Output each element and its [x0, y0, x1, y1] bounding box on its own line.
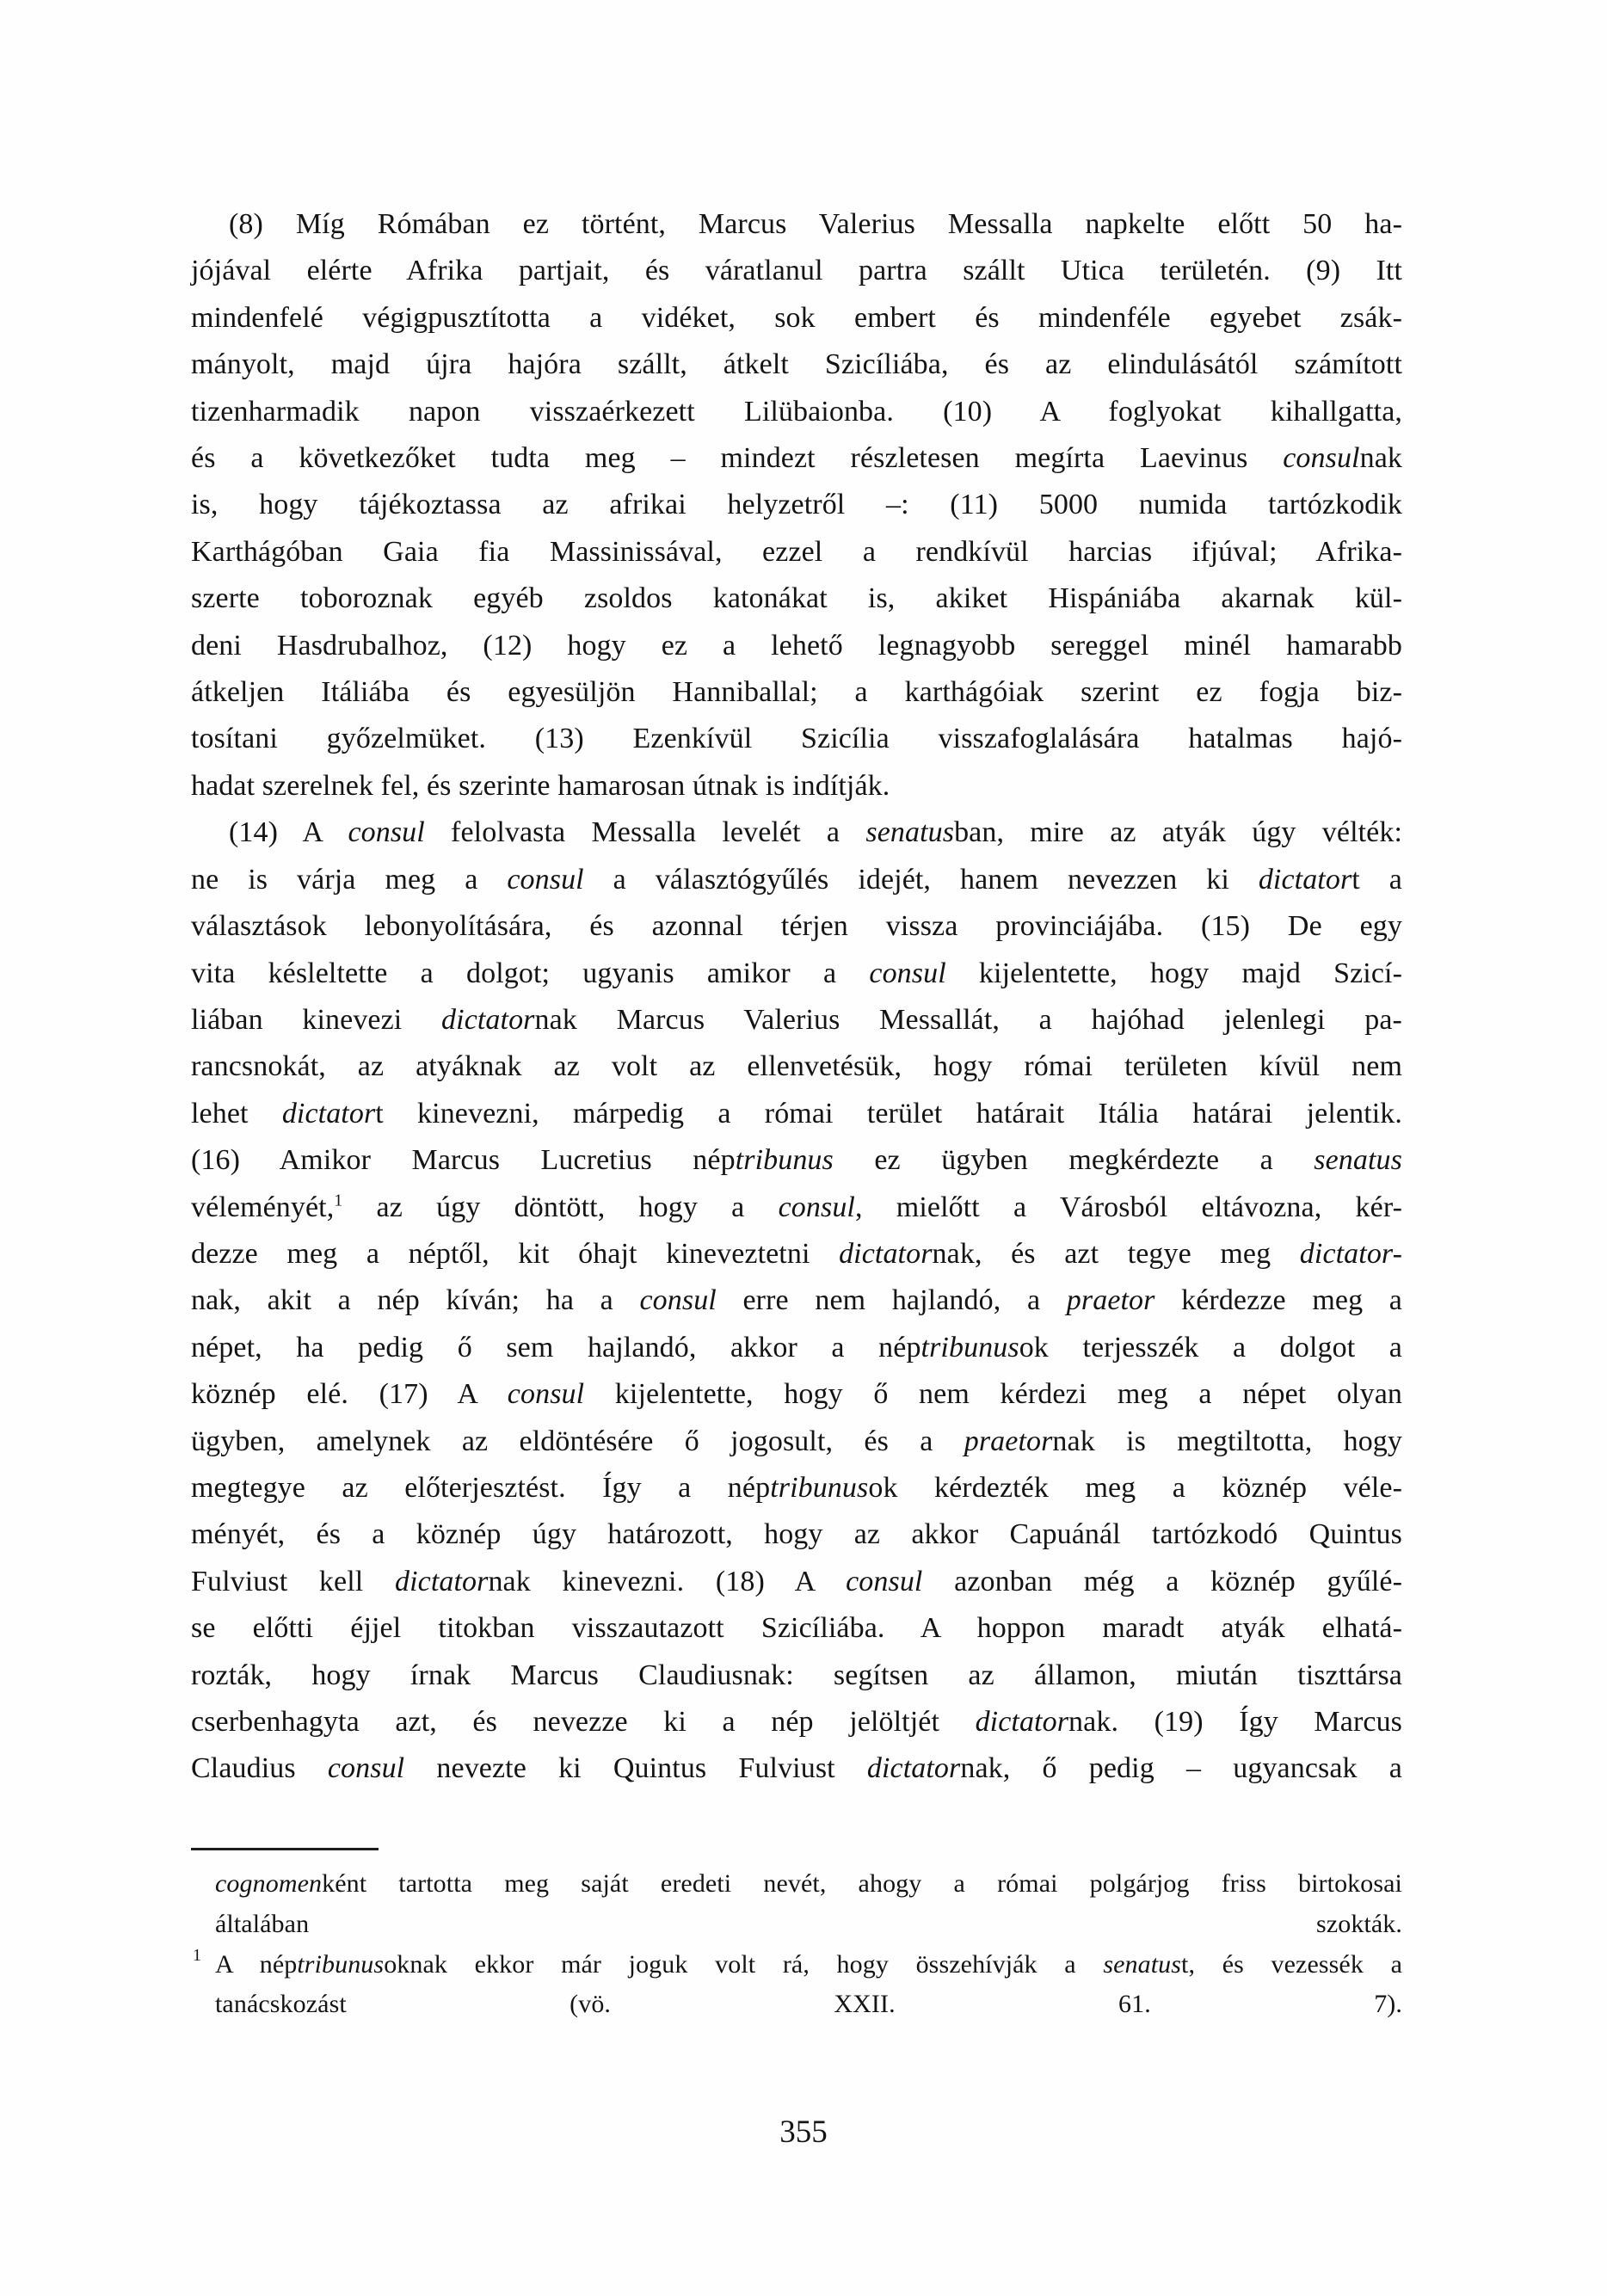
text-segment: t, és vezessék a [1181, 1949, 1402, 1979]
text-segment: Karthágóban Gaia fia Massinissával, ezzel a rendkívül harcias ifjúval; Afrika- [191, 535, 1402, 568]
text-segment: t a [1351, 863, 1402, 896]
text-line [191, 295, 1402, 342]
text-segment: szerte toboroznak egyéb zsoldos katonákat is, akiket Hispániába akarnak kül- [191, 582, 1402, 615]
text-segment: kijelentette, hogy ő nem kérdezi meg a népet olyan [584, 1378, 1402, 1411]
text-segment: ményét, és a köznép úgy határozott, hogy az akkor Capuánál tartózkodó Quintus [191, 1518, 1402, 1551]
footnote-ref: 1 [334, 1191, 343, 1210]
text-line [191, 1137, 1402, 1184]
text-segment: liában kinevezi [191, 1003, 442, 1036]
text-line [191, 669, 1402, 716]
text-segment: ok kérdezték meg a köznép véle- [868, 1471, 1402, 1504]
text-segment: (16) Amikor Marcus Lucretius nép [191, 1144, 736, 1177]
footnote-list [191, 1864, 1402, 2025]
text-segment: választások lebonyolítására, és azonnal térjen vissza provinciájába. (15) De egy [191, 910, 1402, 943]
text-line [215, 1985, 1402, 2025]
text-line [191, 1605, 1402, 1652]
latin-term: dictator [866, 1752, 961, 1785]
text-segment: jójával elérte Afrika partjait, és váratlanul partra szállt Utica területén. (9) Itt [191, 255, 1402, 287]
text-segment: kijelentette, hogy majd Szicí- [945, 957, 1402, 989]
text-segment: dezze meg a néptől, kit óhajt kineveztetni [191, 1237, 840, 1270]
latin-term: praetor [964, 1425, 1053, 1457]
latin-term: senatus [1314, 1144, 1402, 1177]
text-segment: Fulviust kell [191, 1565, 395, 1597]
text-line [191, 1185, 1402, 1231]
text-segment: nevezte ki Quintus Fulviust [404, 1752, 867, 1785]
text-segment: általában szokták. [215, 1909, 1402, 1938]
latin-term: senatus [1103, 1949, 1182, 1979]
text-segment: lehet [191, 1097, 282, 1130]
text-line [191, 576, 1402, 622]
text-line [191, 1653, 1402, 1699]
text-line [191, 763, 1402, 809]
text-segment: (8) Míg Rómában ez történt, Marcus Valerius Messalla napkelte előtt 50 ha- [229, 208, 1402, 240]
text-line [191, 435, 1402, 482]
text-segment: ez ügyben megkérdezte a [833, 1144, 1315, 1177]
text-segment: nak [1359, 442, 1402, 475]
text-line [215, 1945, 1402, 1985]
text-line [191, 1745, 1402, 1792]
text-segment: Claudius [191, 1752, 328, 1785]
text-segment: ok terjesszék a dolgot a [1019, 1331, 1402, 1363]
text-segment: nak kinevezni. (18) A [488, 1565, 847, 1597]
text-segment: mányolt, majd újra hajóra szállt, átkelt Szicíliába, és az elindulásától számított [191, 348, 1402, 381]
text-line [191, 389, 1402, 435]
text-segment: t kinevezni, márpedig a római terület határait Itália határai jelentik. [375, 1097, 1402, 1130]
text-segment: kérdezze meg a [1154, 1284, 1402, 1317]
latin-term: consul [327, 1752, 405, 1785]
text-segment: tanácskozást (vö. XXII. 61. 7). [215, 1990, 1402, 2019]
footnote-item [191, 1864, 1402, 1945]
footnote-item [191, 1945, 1402, 2026]
text-line [191, 1419, 1402, 1465]
latin-term: tribunus [920, 1331, 1019, 1363]
text-line [191, 342, 1402, 388]
text-segment: népet, ha pedig ő sem hajlandó, akkor a nép [191, 1331, 921, 1363]
text-segment: a választógyűlés idejét, hanem nevezzen ki [583, 863, 1259, 896]
latin-term: cognomen [215, 1869, 323, 1898]
text-line [191, 716, 1402, 762]
text-segment: se előtti éjjel titokban visszautazott Szicíliába. A hoppon maradt atyák elhatá- [191, 1612, 1402, 1645]
latin-term: consul [778, 1191, 855, 1223]
text-segment: is, hogy tájékoztassa az afrikai helyzetről –: (11) 5000 numida tartózkodik [191, 489, 1402, 521]
text-segment: tosítani győzelmüket. (13) Ezenkívül Szicília visszafoglalására hatalmas hajó- [191, 723, 1402, 755]
text-segment: (14) A [229, 816, 348, 849]
latin-term: dictator- [1299, 1237, 1402, 1270]
text-segment: ne is várja meg a [191, 863, 508, 896]
text-segment: A nép [215, 1949, 298, 1979]
text-line [191, 809, 1402, 856]
text-segment: nak, ő pedig – ugyancsak a [960, 1752, 1402, 1785]
latin-term: consul [348, 816, 425, 849]
text-line [215, 1864, 1402, 1905]
latin-term: consul [846, 1565, 923, 1597]
latin-term: tribunus [735, 1144, 834, 1177]
text-segment: ügyben, amelynek az eldöntésére ő jogosult, és a [191, 1425, 964, 1457]
text-line [191, 1559, 1402, 1605]
latin-term: senatus [865, 816, 955, 849]
text-line [191, 857, 1402, 903]
text-segment: nak, és azt tegye meg [932, 1237, 1300, 1270]
text-segment: köznép elé. (17) A [191, 1378, 508, 1411]
text-segment: azonban még a köznép gyűlé- [922, 1565, 1402, 1597]
latin-term: dictator [975, 1706, 1069, 1738]
text-line [191, 623, 1402, 669]
text-line [215, 1905, 1402, 1945]
text-segment: rancsnokát, az atyáknak az volt az ellenvetésük, hogy római területen kívül nem [191, 1050, 1402, 1083]
page-number: 355 [779, 2114, 828, 2150]
text-segment: nak is megtiltotta, hogy [1052, 1425, 1402, 1457]
latin-term: consul [869, 957, 946, 989]
text-line [191, 1699, 1402, 1745]
text-segment: erre nem hajlandó, a [716, 1284, 1067, 1317]
latin-term: consul [507, 863, 584, 896]
text-segment: ban, mire az atyák úgy vélték: [954, 816, 1402, 849]
body-text [191, 201, 1402, 1793]
text-line [191, 1371, 1402, 1418]
latin-term: dictator [394, 1565, 489, 1597]
text-segment: cserbenhagyta azt, és nevezze ki a nép jelöltjét [191, 1706, 976, 1738]
latin-term: dictator [281, 1097, 376, 1130]
text-line [191, 1231, 1402, 1277]
text-segment: felolvasta Messalla levelét a [424, 816, 866, 849]
text-line [191, 951, 1402, 997]
latin-term: dictator [1258, 863, 1352, 896]
text-segment: megtegye az előterjesztést. Így a nép [191, 1471, 771, 1504]
latin-term: praetor [1066, 1284, 1155, 1317]
text-segment: tizenharmadik napon visszaérkezett Lilübaionba. (10) A foglyokat kihallgatta, [191, 395, 1402, 428]
text-segment: és a következőket tudta meg – mindezt részletesen megírta Laevinus [191, 442, 1284, 475]
text-segment: hadat szerelnek fel, és szerinte hamarosan útnak is indítják. [191, 769, 890, 802]
text-line [191, 1465, 1402, 1511]
footnote-marker: 1 [193, 1945, 201, 1965]
text-segment: nak Marcus Valerius Messallát, a hajóhad jelenlegi pa- [534, 1003, 1402, 1036]
footnote-rule [191, 1848, 379, 1850]
text-line [191, 201, 1402, 248]
text-segment: oknak ekkor már joguk volt rá, hogy összehívják a [384, 1949, 1104, 1979]
text-segment: , mielőtt a Városból eltávozna, kér- [854, 1191, 1402, 1223]
latin-term: consul [507, 1378, 585, 1411]
text-line [191, 1043, 1402, 1090]
text-segment: az úgy döntött, hogy a [342, 1191, 779, 1223]
latin-term: dictator [839, 1237, 933, 1270]
text-segment: véleményét, [191, 1191, 335, 1223]
text-segment: nak, akit a nép kíván; ha a [191, 1284, 640, 1317]
text-line [191, 529, 1402, 576]
footnotes-section [191, 1848, 1402, 2025]
text-segment: rozták, hogy írnak Marcus Claudiusnak: segítsen az államon, miután tiszttársa [191, 1659, 1402, 1691]
latin-term: consul [639, 1284, 717, 1317]
latin-term: tribunus [297, 1949, 385, 1979]
text-line [191, 997, 1402, 1043]
latin-term: consul [1283, 442, 1360, 475]
text-line [191, 1277, 1402, 1324]
text-line [191, 903, 1402, 950]
text-segment: nak. (19) Így Marcus [1068, 1706, 1403, 1738]
text-line [191, 1325, 1402, 1371]
text-segment: deni Hasdrubalhoz, (12) hogy ez a lehető legnagyobb sereggel minél hamarabb [191, 629, 1402, 662]
text-segment: átkeljen Itáliába és egyesüljön Hanniballal; a karthágóiak szerint ez fogja biz- [191, 676, 1402, 709]
text-line [191, 1091, 1402, 1137]
text-segment: ként tartotta meg saját eredeti nevét, ahogy a római polgárjog friss birtokosai [322, 1869, 1402, 1898]
latin-term: dictator [441, 1003, 535, 1036]
latin-term: tribunus [770, 1471, 869, 1504]
text-line [191, 1511, 1402, 1558]
text-segment: vita késleltette a dolgot; ugyanis amikor a [191, 957, 870, 989]
text-line [191, 248, 1402, 294]
text-segment: mindenfelé végigpusztította a vidéket, sok embert és mindenféle egyebet zsák- [191, 301, 1402, 334]
text-line [191, 482, 1402, 528]
